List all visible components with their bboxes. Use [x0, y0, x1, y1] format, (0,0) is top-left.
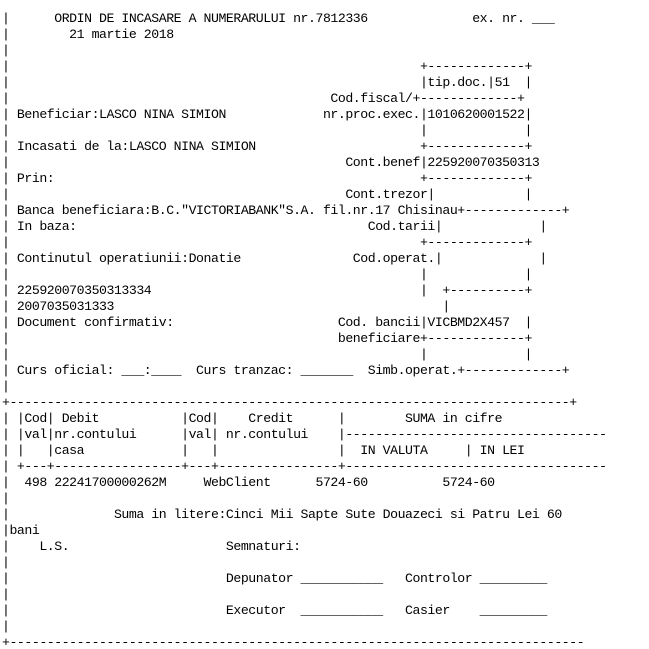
receipt-line: | +---+-----------------+---+----------------+-----------------------------------	[2, 459, 607, 474]
receipt-line: | 2007035031333 |	[2, 299, 450, 314]
receipt-line: | +-------------+	[2, 59, 532, 74]
receipt-line: | Cont.benef|225920070350313	[2, 155, 540, 170]
receipt-line: | Depunator ___________ Controlor _________	[2, 571, 547, 586]
receipt-line: | Continutul operatiunii:Donatie Cod.operat.| |	[2, 251, 547, 266]
receipt-line: | |val|nr.contului |val| nr.contului |-----------------------------------	[2, 427, 607, 442]
receipt-line: |	[2, 379, 10, 394]
receipt-line: | 498 22241700000262M WebClient 5724-60 5724-60	[2, 475, 495, 490]
receipt-line: | L.S. Semnaturi:	[2, 539, 301, 554]
receipt-line: | Curs oficial: ___:____ Curs tranzac: _______ Simb.operat.+-------------+	[2, 363, 570, 378]
receipt-line: | In baza: Cod.tarii| |	[2, 219, 547, 234]
receipt-line: | | |	[2, 123, 532, 138]
receipt-line: | beneficiare+-------------+	[2, 331, 532, 346]
receipt-line: | | |casa | | | IN VALUTA | IN LEI	[2, 443, 525, 458]
receipt-line: | Executor ___________ Casier _________	[2, 603, 547, 618]
receipt-line: +---------------------------------------------------------------------------+	[2, 395, 577, 410]
receipt-line: | Document confirmativ: Cod. bancii|VICBMD2X457 |	[2, 315, 532, 330]
receipt-line: | |tip.doc.|51 |	[2, 75, 532, 90]
receipt-line: | ORDIN DE INCASARE A NUMERARULUI nr.7812336 ex. nr. ___	[2, 11, 555, 26]
receipt-line: |	[2, 587, 10, 602]
receipt-line: | Suma in litere:Cinci Mii Sapte Sute Douazeci si Patru Lei 60	[2, 507, 562, 522]
receipt-line: |	[2, 491, 10, 506]
receipt-line: | | |	[2, 347, 532, 362]
receipt-line: | 21 martie 2018	[2, 27, 174, 42]
receipt-line: | Cod.fiscal/+-------------+	[2, 91, 525, 106]
receipt-line: | |Cod| Debit |Cod| Credit | SUMA in cifre	[2, 411, 503, 426]
receipt-line: | 225920070350313334 | +----------+	[2, 283, 532, 298]
receipt-line: | Beneficiar:LASCO NINA SIMION nr.proc.exec.|1010620001522|	[2, 107, 532, 122]
receipt-line: |bani	[2, 523, 40, 538]
receipt-line: |	[2, 43, 10, 58]
receipt-line: | Incasati de la:LASCO NINA SIMION +-------------+	[2, 139, 532, 154]
receipt-line: | Cont.trezor| |	[2, 187, 532, 202]
receipt-line: |	[2, 555, 10, 570]
receipt-line: | Prin: +-------------+	[2, 171, 532, 186]
receipt-line: | Banca beneficiara:B.C."VICTORIABANK"S.A. fil.nr.17 Chisinau+-------------+	[2, 203, 570, 218]
receipt-line: +-----------------------------------------------------------------------------	[2, 635, 585, 649]
receipt-line: | +-------------+	[2, 235, 532, 250]
receipt-line: | | |	[2, 267, 532, 282]
receipt-text	[2, 11, 607, 649]
receipt-line: |	[2, 619, 10, 634]
